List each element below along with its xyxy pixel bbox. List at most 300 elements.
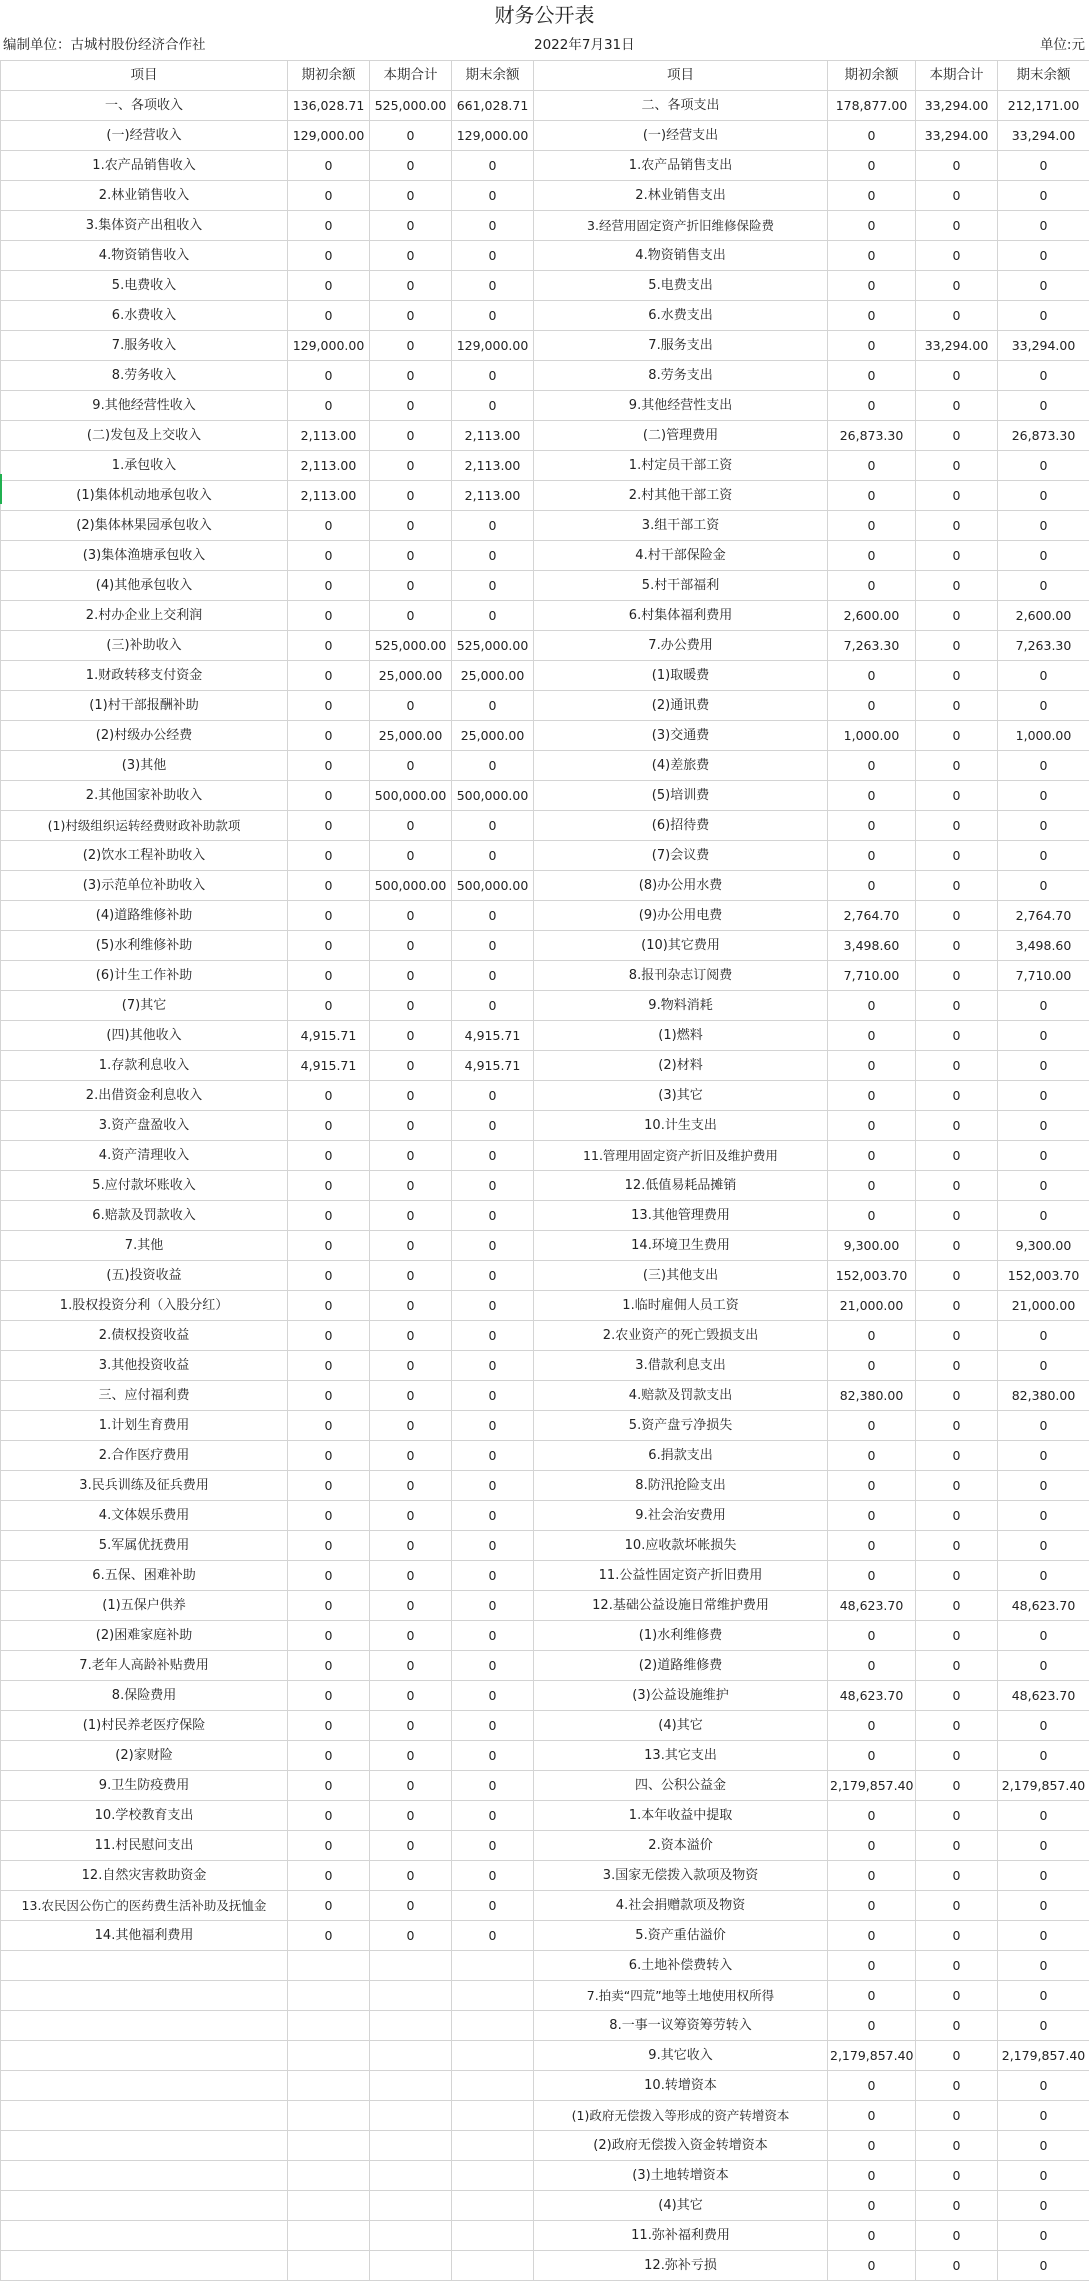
amount-cell[interactable]: 0: [452, 1921, 534, 1951]
amount-cell[interactable]: 0: [452, 841, 534, 871]
amount-cell[interactable]: 25,000.00: [370, 661, 452, 691]
amount-cell[interactable]: 0: [452, 961, 534, 991]
amount-cell[interactable]: 0: [828, 121, 916, 151]
amount-cell[interactable]: 0: [288, 1441, 370, 1471]
item-label-cell[interactable]: 3.经营用固定资产折旧维修保险费: [534, 211, 828, 241]
amount-cell[interactable]: 4,915.71: [288, 1021, 370, 1051]
amount-cell[interactable]: 0: [452, 1681, 534, 1711]
amount-cell[interactable]: 0: [828, 271, 916, 301]
amount-cell[interactable]: 0: [828, 451, 916, 481]
amount-cell[interactable]: 0: [828, 1741, 916, 1771]
amount-cell[interactable]: 48,623.70: [828, 1681, 916, 1711]
amount-cell[interactable]: 0: [452, 1741, 534, 1771]
amount-cell[interactable]: 33,294.00: [916, 121, 998, 151]
amount-cell[interactable]: 0: [828, 1351, 916, 1381]
amount-cell[interactable]: 0: [370, 451, 452, 481]
amount-cell[interactable]: [452, 2191, 534, 2221]
amount-cell[interactable]: 0: [828, 2191, 916, 2221]
amount-cell[interactable]: 0: [916, 1801, 998, 1831]
amount-cell[interactable]: 0: [998, 1951, 1089, 1981]
amount-cell[interactable]: 0: [916, 421, 998, 451]
amount-cell[interactable]: 0: [452, 1531, 534, 1561]
amount-cell[interactable]: 2,600.00: [828, 601, 916, 631]
amount-cell[interactable]: 0: [288, 181, 370, 211]
amount-cell[interactable]: 0: [370, 1051, 452, 1081]
amount-cell[interactable]: 0: [288, 1381, 370, 1411]
amount-cell[interactable]: 500,000.00: [370, 871, 452, 901]
item-label-cell[interactable]: 4.资产清理收入: [1, 1141, 288, 1171]
amount-cell[interactable]: 0: [828, 391, 916, 421]
amount-cell[interactable]: 2,179,857.40: [828, 2041, 916, 2071]
amount-cell[interactable]: 0: [370, 331, 452, 361]
amount-cell[interactable]: 0: [916, 1231, 998, 1261]
amount-cell[interactable]: 33,294.00: [998, 121, 1089, 151]
amount-cell[interactable]: 0: [370, 601, 452, 631]
amount-cell[interactable]: 0: [370, 511, 452, 541]
amount-cell[interactable]: 0: [288, 1651, 370, 1681]
amount-cell[interactable]: 0: [916, 2191, 998, 2221]
item-label-cell[interactable]: [1, 2071, 288, 2101]
amount-cell[interactable]: 0: [828, 1021, 916, 1051]
item-label-cell[interactable]: 12.低值易耗品摊销: [534, 1171, 828, 1201]
amount-cell[interactable]: 0: [370, 931, 452, 961]
amount-cell[interactable]: 0: [370, 1711, 452, 1741]
amount-cell[interactable]: 26,873.30: [828, 421, 916, 451]
amount-cell[interactable]: 48,623.70: [998, 1591, 1089, 1621]
amount-cell[interactable]: 0: [998, 2071, 1089, 2101]
amount-cell[interactable]: 0: [828, 1441, 916, 1471]
amount-cell[interactable]: 0: [916, 151, 998, 181]
amount-cell[interactable]: 0: [998, 2221, 1089, 2251]
item-label-cell[interactable]: 10.计生支出: [534, 1111, 828, 1141]
amount-cell[interactable]: 0: [916, 301, 998, 331]
item-label-cell[interactable]: (9)办公用电费: [534, 901, 828, 931]
amount-cell[interactable]: 0: [916, 691, 998, 721]
item-label-cell[interactable]: 11.村民慰问支出: [1, 1831, 288, 1861]
amount-cell[interactable]: 0: [998, 481, 1089, 511]
item-label-cell[interactable]: 7.服务支出: [534, 331, 828, 361]
item-label-cell[interactable]: 14.环境卫生费用: [534, 1231, 828, 1261]
item-label-cell[interactable]: 3.资产盘盈收入: [1, 1111, 288, 1141]
amount-cell[interactable]: 0: [998, 1651, 1089, 1681]
amount-cell[interactable]: [370, 2221, 452, 2251]
amount-cell[interactable]: 152,003.70: [828, 1261, 916, 1291]
item-label-cell[interactable]: 4.赔款及罚款支出: [534, 1381, 828, 1411]
amount-cell[interactable]: 0: [998, 691, 1089, 721]
amount-cell[interactable]: 2,113.00: [288, 451, 370, 481]
amount-cell[interactable]: [452, 2041, 534, 2071]
amount-cell[interactable]: 0: [452, 1111, 534, 1141]
item-label-cell[interactable]: 12.基础公益设施日常维护费用: [534, 1591, 828, 1621]
amount-cell[interactable]: 0: [828, 1411, 916, 1441]
amount-cell[interactable]: 0: [452, 601, 534, 631]
amount-cell[interactable]: 4,915.71: [452, 1051, 534, 1081]
amount-cell[interactable]: 0: [828, 2221, 916, 2251]
item-label-cell[interactable]: 5.资产重估溢价: [534, 1921, 828, 1951]
item-label-cell[interactable]: 3.组干部工资: [534, 511, 828, 541]
amount-cell[interactable]: [288, 2251, 370, 2281]
amount-cell[interactable]: 500,000.00: [452, 871, 534, 901]
amount-cell[interactable]: 33,294.00: [998, 331, 1089, 361]
amount-cell[interactable]: 2,113.00: [452, 421, 534, 451]
amount-cell[interactable]: 0: [916, 661, 998, 691]
amount-cell[interactable]: 0: [288, 991, 370, 1021]
amount-cell[interactable]: 0: [452, 271, 534, 301]
item-label-cell[interactable]: 9.其他经营性支出: [534, 391, 828, 421]
item-label-cell[interactable]: 二、各项支出: [534, 91, 828, 121]
amount-cell[interactable]: 0: [828, 1051, 916, 1081]
amount-cell[interactable]: [370, 2161, 452, 2191]
amount-cell[interactable]: 0: [288, 271, 370, 301]
amount-cell[interactable]: 0: [370, 1171, 452, 1201]
amount-cell[interactable]: 0: [998, 2191, 1089, 2221]
amount-cell[interactable]: [452, 2161, 534, 2191]
item-label-cell[interactable]: 1.村定员干部工资: [534, 451, 828, 481]
item-label-cell[interactable]: 2.农业资产的死亡毁损支出: [534, 1321, 828, 1351]
item-label-cell[interactable]: 4.物资销售支出: [534, 241, 828, 271]
amount-cell[interactable]: 2,764.70: [998, 901, 1089, 931]
amount-cell[interactable]: 0: [916, 1711, 998, 1741]
amount-cell[interactable]: 0: [452, 1261, 534, 1291]
amount-cell[interactable]: 0: [370, 1651, 452, 1681]
amount-cell[interactable]: 1,000.00: [998, 721, 1089, 751]
amount-cell[interactable]: 0: [916, 571, 998, 601]
amount-cell[interactable]: 0: [452, 301, 534, 331]
amount-cell[interactable]: 0: [916, 1471, 998, 1501]
amount-cell[interactable]: 2,179,857.40: [828, 1771, 916, 1801]
item-label-cell[interactable]: 3.集体资产出租收入: [1, 211, 288, 241]
amount-cell[interactable]: 0: [370, 1261, 452, 1291]
amount-cell[interactable]: 212,171.00: [998, 91, 1089, 121]
amount-cell[interactable]: 0: [916, 1051, 998, 1081]
amount-cell[interactable]: 0: [828, 1951, 916, 1981]
amount-cell[interactable]: 0: [998, 2131, 1089, 2161]
amount-cell[interactable]: 129,000.00: [288, 331, 370, 361]
amount-cell[interactable]: 0: [916, 901, 998, 931]
item-label-cell[interactable]: 14.其他福利费用: [1, 1921, 288, 1951]
column-header[interactable]: 本期合计: [370, 61, 452, 91]
amount-cell[interactable]: 0: [370, 1861, 452, 1891]
amount-cell[interactable]: 0: [288, 751, 370, 781]
amount-cell[interactable]: 0: [916, 1591, 998, 1621]
item-label-cell[interactable]: 6.土地补偿费转入: [534, 1951, 828, 1981]
amount-cell[interactable]: 0: [916, 1381, 998, 1411]
item-label-cell[interactable]: 1.财政转移支付资金: [1, 661, 288, 691]
amount-cell[interactable]: 7,710.00: [998, 961, 1089, 991]
amount-cell[interactable]: 9,300.00: [828, 1231, 916, 1261]
amount-cell[interactable]: 0: [916, 751, 998, 781]
amount-cell[interactable]: 0: [452, 211, 534, 241]
amount-cell[interactable]: 0: [998, 811, 1089, 841]
amount-cell[interactable]: 0: [370, 421, 452, 451]
amount-cell[interactable]: 0: [288, 1621, 370, 1651]
item-label-cell[interactable]: 1.农产品销售支出: [534, 151, 828, 181]
item-label-cell[interactable]: 6.村集体福利费用: [534, 601, 828, 631]
item-label-cell[interactable]: 1.存款利息收入: [1, 1051, 288, 1081]
amount-cell[interactable]: 3,498.60: [998, 931, 1089, 961]
item-label-cell[interactable]: [1, 2041, 288, 2071]
item-label-cell[interactable]: (3)土地转增资本: [534, 2161, 828, 2191]
amount-cell[interactable]: 0: [288, 1741, 370, 1771]
item-label-cell[interactable]: 6.捐款支出: [534, 1441, 828, 1471]
amount-cell[interactable]: 0: [998, 2101, 1089, 2131]
item-label-cell[interactable]: 5.应付款坏账收入: [1, 1171, 288, 1201]
amount-cell[interactable]: [370, 1951, 452, 1981]
item-label-cell[interactable]: (1)五保户供养: [1, 1591, 288, 1621]
amount-cell[interactable]: 2,113.00: [452, 451, 534, 481]
amount-cell[interactable]: 0: [998, 2161, 1089, 2191]
amount-cell[interactable]: 0: [998, 391, 1089, 421]
amount-cell[interactable]: 661,028.71: [452, 91, 534, 121]
amount-cell[interactable]: 2,764.70: [828, 901, 916, 931]
amount-cell[interactable]: 0: [288, 1321, 370, 1351]
column-header[interactable]: 项目: [534, 61, 828, 91]
item-label-cell[interactable]: 11.管理用固定资产折旧及维护费用: [534, 1141, 828, 1171]
item-label-cell[interactable]: (2)材料: [534, 1051, 828, 1081]
item-label-cell[interactable]: 2.村办企业上交利润: [1, 601, 288, 631]
amount-cell[interactable]: 0: [916, 1531, 998, 1561]
amount-cell[interactable]: 0: [452, 1141, 534, 1171]
item-label-cell[interactable]: (1)集体机动地承包收入: [1, 481, 288, 511]
amount-cell[interactable]: [370, 2251, 452, 2281]
amount-cell[interactable]: 0: [828, 1081, 916, 1111]
amount-cell[interactable]: 0: [452, 1891, 534, 1921]
amount-cell[interactable]: 0: [828, 541, 916, 571]
item-label-cell[interactable]: (2)道路维修费: [534, 1651, 828, 1681]
item-label-cell[interactable]: (3)其他: [1, 751, 288, 781]
amount-cell[interactable]: [288, 2131, 370, 2161]
item-label-cell[interactable]: (8)办公用水费: [534, 871, 828, 901]
amount-cell[interactable]: 0: [370, 541, 452, 571]
amount-cell[interactable]: 0: [370, 1441, 452, 1471]
item-label-cell[interactable]: (4)道路维修补助: [1, 901, 288, 931]
amount-cell[interactable]: 0: [370, 901, 452, 931]
item-label-cell[interactable]: 四、公积公益金: [534, 1771, 828, 1801]
amount-cell[interactable]: 0: [370, 1561, 452, 1591]
item-label-cell[interactable]: (1)村级组织运转经费财政补助款项: [1, 811, 288, 841]
item-label-cell[interactable]: 4.物资销售收入: [1, 241, 288, 271]
item-label-cell[interactable]: 4.村干部保险金: [534, 541, 828, 571]
amount-cell[interactable]: [452, 2131, 534, 2161]
amount-cell[interactable]: 0: [916, 2041, 998, 2071]
amount-cell[interactable]: 33,294.00: [916, 331, 998, 361]
amount-cell[interactable]: 0: [452, 1771, 534, 1801]
amount-cell[interactable]: 0: [288, 1411, 370, 1441]
amount-cell[interactable]: 0: [828, 1861, 916, 1891]
item-label-cell[interactable]: (5)水利维修补助: [1, 931, 288, 961]
amount-cell[interactable]: [370, 2011, 452, 2041]
amount-cell[interactable]: 0: [370, 1111, 452, 1141]
amount-cell[interactable]: 82,380.00: [998, 1381, 1089, 1411]
amount-cell[interactable]: 0: [288, 391, 370, 421]
amount-cell[interactable]: 0: [452, 1801, 534, 1831]
amount-cell[interactable]: 525,000.00: [370, 91, 452, 121]
amount-cell[interactable]: 0: [452, 151, 534, 181]
amount-cell[interactable]: 0: [370, 1291, 452, 1321]
item-label-cell[interactable]: 4.社会捐赠款项及物资: [534, 1891, 828, 1921]
amount-cell[interactable]: 0: [288, 661, 370, 691]
amount-cell[interactable]: 0: [370, 961, 452, 991]
item-label-cell[interactable]: 6.水费支出: [534, 301, 828, 331]
amount-cell[interactable]: 0: [998, 541, 1089, 571]
amount-cell[interactable]: [288, 2221, 370, 2251]
amount-cell[interactable]: 0: [452, 751, 534, 781]
amount-cell[interactable]: [288, 2191, 370, 2221]
item-label-cell[interactable]: (三)其他支出: [534, 1261, 828, 1291]
amount-cell[interactable]: 0: [452, 1831, 534, 1861]
amount-cell[interactable]: 0: [370, 1891, 452, 1921]
amount-cell[interactable]: 0: [916, 1771, 998, 1801]
amount-cell[interactable]: 7,263.30: [998, 631, 1089, 661]
item-label-cell[interactable]: 4.文体娱乐费用: [1, 1501, 288, 1531]
item-label-cell[interactable]: (2)通讯费: [534, 691, 828, 721]
amount-cell[interactable]: 0: [288, 1861, 370, 1891]
amount-cell[interactable]: 0: [916, 1681, 998, 1711]
item-label-cell[interactable]: 10.学校教育支出: [1, 1801, 288, 1831]
amount-cell[interactable]: 0: [288, 241, 370, 271]
amount-cell[interactable]: 0: [916, 2071, 998, 2101]
amount-cell[interactable]: 0: [998, 871, 1089, 901]
amount-cell[interactable]: 0: [828, 571, 916, 601]
amount-cell[interactable]: 0: [288, 1201, 370, 1231]
amount-cell[interactable]: 0: [998, 1531, 1089, 1561]
amount-cell[interactable]: 0: [370, 121, 452, 151]
item-label-cell[interactable]: (1)取暖费: [534, 661, 828, 691]
amount-cell[interactable]: 0: [916, 2131, 998, 2161]
item-label-cell[interactable]: (1)村干部报酬补助: [1, 691, 288, 721]
amount-cell[interactable]: 0: [828, 1921, 916, 1951]
amount-cell[interactable]: 0: [288, 571, 370, 601]
item-label-cell[interactable]: (7)其它: [1, 991, 288, 1021]
item-label-cell[interactable]: (二)发包及上交收入: [1, 421, 288, 451]
amount-cell[interactable]: 2,179,857.40: [998, 2041, 1089, 2071]
item-label-cell[interactable]: (四)其他收入: [1, 1021, 288, 1051]
item-label-cell[interactable]: 12.自然灾害救助资金: [1, 1861, 288, 1891]
amount-cell[interactable]: 2,113.00: [288, 481, 370, 511]
amount-cell[interactable]: 0: [288, 1591, 370, 1621]
amount-cell[interactable]: 0: [828, 1561, 916, 1591]
column-header[interactable]: 期初余额: [288, 61, 370, 91]
column-header[interactable]: 本期合计: [916, 61, 998, 91]
amount-cell[interactable]: 0: [370, 211, 452, 241]
amount-cell[interactable]: 0: [916, 481, 998, 511]
amount-cell[interactable]: 0: [828, 511, 916, 541]
amount-cell[interactable]: [452, 1981, 534, 2011]
amount-cell[interactable]: 500,000.00: [452, 781, 534, 811]
amount-cell[interactable]: 0: [288, 1921, 370, 1951]
item-label-cell[interactable]: 7.拍卖“四荒”地等土地使用权所得: [534, 1981, 828, 2011]
amount-cell[interactable]: [288, 2011, 370, 2041]
amount-cell[interactable]: 0: [452, 991, 534, 1021]
amount-cell[interactable]: 0: [916, 1831, 998, 1861]
amount-cell[interactable]: 48,623.70: [998, 1681, 1089, 1711]
amount-cell[interactable]: 0: [370, 1741, 452, 1771]
amount-cell[interactable]: 0: [998, 661, 1089, 691]
item-label-cell[interactable]: (1)政府无偿拨入等形成的资产转增资本: [534, 2101, 828, 2131]
amount-cell[interactable]: 0: [370, 1141, 452, 1171]
item-label-cell[interactable]: [1, 2161, 288, 2191]
amount-cell[interactable]: 0: [998, 1021, 1089, 1051]
amount-cell[interactable]: 0: [452, 181, 534, 211]
item-label-cell[interactable]: (3)交通费: [534, 721, 828, 751]
item-label-cell[interactable]: (五)投资收益: [1, 1261, 288, 1291]
item-label-cell[interactable]: 8.保险费用: [1, 1681, 288, 1711]
amount-cell[interactable]: 0: [998, 1051, 1089, 1081]
amount-cell[interactable]: 0: [288, 1291, 370, 1321]
item-label-cell[interactable]: 8.报刊杂志订阅费: [534, 961, 828, 991]
amount-cell[interactable]: 0: [916, 1351, 998, 1381]
item-label-cell[interactable]: (1)村民养老医疗保险: [1, 1711, 288, 1741]
amount-cell[interactable]: 0: [288, 1171, 370, 1201]
amount-cell[interactable]: 0: [998, 1471, 1089, 1501]
amount-cell[interactable]: 0: [998, 841, 1089, 871]
amount-cell[interactable]: 9,300.00: [998, 1231, 1089, 1261]
amount-cell[interactable]: 0: [370, 1771, 452, 1801]
item-label-cell[interactable]: (2)政府无偿拨入资金转增资本: [534, 2131, 828, 2161]
item-label-cell[interactable]: 3.国家无偿拨入款项及物资: [534, 1861, 828, 1891]
amount-cell[interactable]: 0: [452, 571, 534, 601]
amount-cell[interactable]: 0: [452, 1501, 534, 1531]
amount-cell[interactable]: 0: [828, 211, 916, 241]
amount-cell[interactable]: 0: [452, 901, 534, 931]
amount-cell[interactable]: 0: [370, 271, 452, 301]
amount-cell[interactable]: 0: [916, 1891, 998, 1921]
amount-cell[interactable]: 0: [998, 1141, 1089, 1171]
amount-cell[interactable]: 0: [452, 391, 534, 421]
amount-cell[interactable]: 0: [998, 1921, 1089, 1951]
amount-cell[interactable]: 0: [916, 511, 998, 541]
amount-cell[interactable]: 0: [828, 1711, 916, 1741]
amount-cell[interactable]: [452, 2101, 534, 2131]
amount-cell[interactable]: 0: [370, 1921, 452, 1951]
amount-cell[interactable]: 0: [916, 1621, 998, 1651]
amount-cell[interactable]: 0: [916, 541, 998, 571]
item-label-cell[interactable]: 3.借款利息支出: [534, 1351, 828, 1381]
amount-cell[interactable]: 0: [288, 361, 370, 391]
amount-cell[interactable]: 152,003.70: [998, 1261, 1089, 1291]
amount-cell[interactable]: 0: [288, 1711, 370, 1741]
amount-cell[interactable]: 0: [916, 991, 998, 1021]
amount-cell[interactable]: 0: [998, 451, 1089, 481]
amount-cell[interactable]: 0: [288, 781, 370, 811]
amount-cell[interactable]: 0: [916, 961, 998, 991]
amount-cell[interactable]: 0: [828, 991, 916, 1021]
amount-cell[interactable]: 0: [998, 2011, 1089, 2041]
amount-cell[interactable]: 0: [288, 1531, 370, 1561]
amount-cell[interactable]: 0: [916, 1981, 998, 2011]
amount-cell[interactable]: 0: [916, 1171, 998, 1201]
item-label-cell[interactable]: 10.转增资本: [534, 2071, 828, 2101]
amount-cell[interactable]: 0: [916, 1261, 998, 1291]
amount-cell[interactable]: 0: [288, 541, 370, 571]
amount-cell[interactable]: 0: [828, 1831, 916, 1861]
item-label-cell[interactable]: 5.资产盘亏净损失: [534, 1411, 828, 1441]
item-label-cell[interactable]: (4)其他承包收入: [1, 571, 288, 601]
amount-cell[interactable]: 0: [370, 1531, 452, 1561]
item-label-cell[interactable]: [1, 1981, 288, 2011]
amount-cell[interactable]: 0: [998, 1201, 1089, 1231]
amount-cell[interactable]: 0: [916, 1201, 998, 1231]
amount-cell[interactable]: 0: [916, 1501, 998, 1531]
item-label-cell[interactable]: (4)其它: [534, 1711, 828, 1741]
amount-cell[interactable]: [288, 2161, 370, 2191]
item-label-cell[interactable]: 9.物料消耗: [534, 991, 828, 1021]
amount-cell[interactable]: 0: [288, 1261, 370, 1291]
item-label-cell[interactable]: [1, 2131, 288, 2161]
amount-cell[interactable]: 0: [828, 2131, 916, 2161]
amount-cell[interactable]: [288, 2071, 370, 2101]
amount-cell[interactable]: 0: [288, 1111, 370, 1141]
